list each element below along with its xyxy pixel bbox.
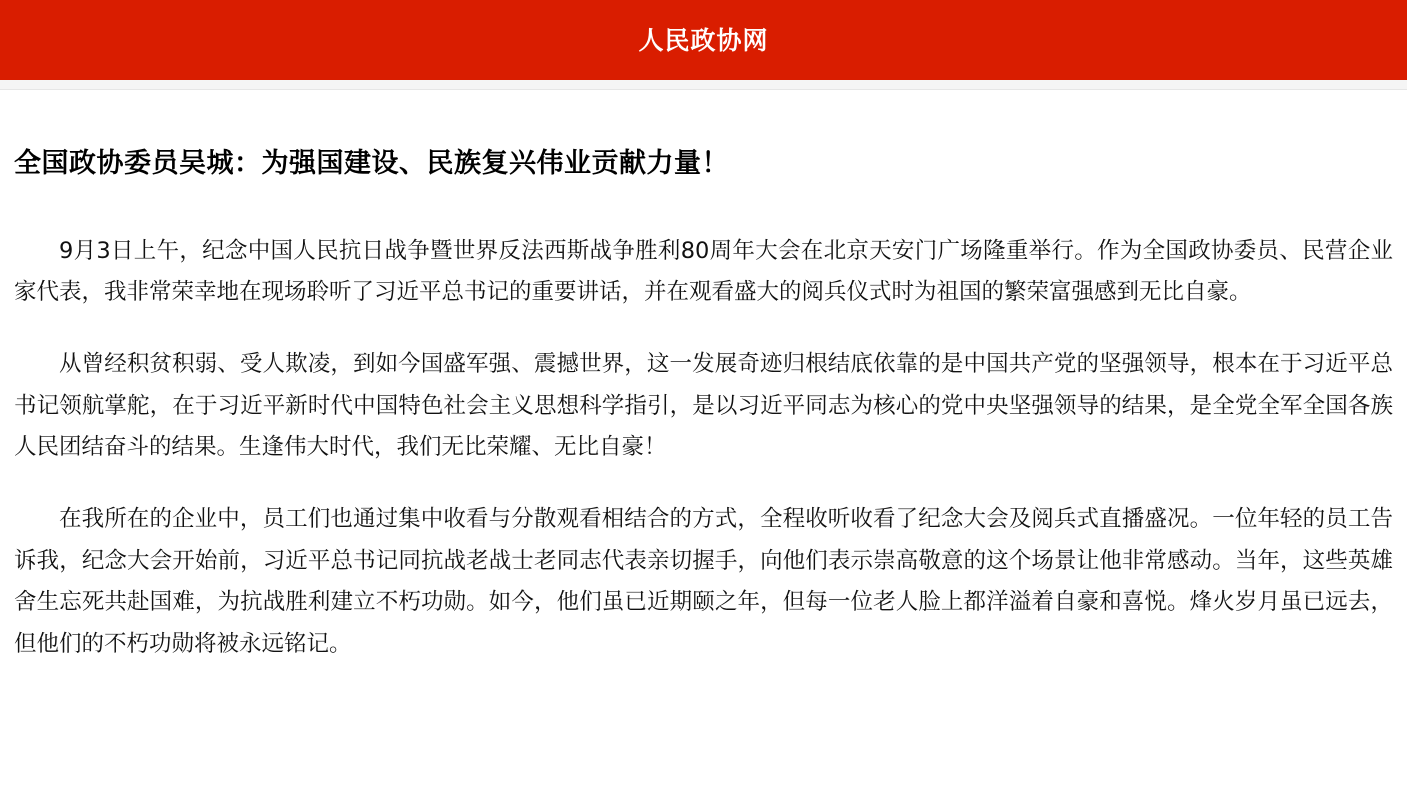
article-paragraph: 在我所在的企业中，员工们也通过集中收看与分散观看相结合的方式，全程收听收看了纪念大会及阅兵式直播盛况。一位年轻的员工告诉我，纪念大会开始前，习近平总书记同抗战老战士老同志代表亲切握手，向他们表示崇高敬意的这个场景让他非常感动。当年，这些英雄舍生忘死共赴国难，为抗战胜利建立不朽功勋。如今，他们虽已近期颐之年，但每一位老人脸上都洋溢着自豪和喜悦。烽火岁月虽已远去，但他们的不朽功勋将被永远铭记。 [14, 505, 1393, 657]
article-container [0, 90, 1407, 665]
site-title: 人民政协网 [638, 25, 769, 55]
article-body [10, 183, 1397, 666]
site-header [0, 0, 1407, 80]
article-title: 全国政协委员吴城：为强国建设、民族复兴伟业贡献力量！ [14, 148, 729, 179]
article-paragraph: 从曾经积贫积弱、受人欺凌，到如今国盛军强、震撼世界，这一发展奇迹归根结底依靠的是中国共产党的坚强领导，根本在于习近平总书记领航掌舵，在于习近平新时代中国特色社会主义思想科学指引，是以习近平同志为核心的党中央坚强领导的结果，是全党全军全国各族人民团结奋斗的结果。生逢伟大时代，我们无比荣耀、无比自豪！ [14, 351, 1393, 461]
article-paragraph: 9月3日上午，纪念中国人民抗日战争暨世界反法西斯战争胜利80周年大会在北京天安门广场隆重举行。作为全国政协委员、民营企业家代表，我非常荣幸地在现场聆听了习近平总书记的重要讲话，并在观看盛大的阅兵仪式时为祖国的繁荣富强感到无比自豪。 [14, 237, 1393, 306]
header-divider [0, 80, 1407, 90]
